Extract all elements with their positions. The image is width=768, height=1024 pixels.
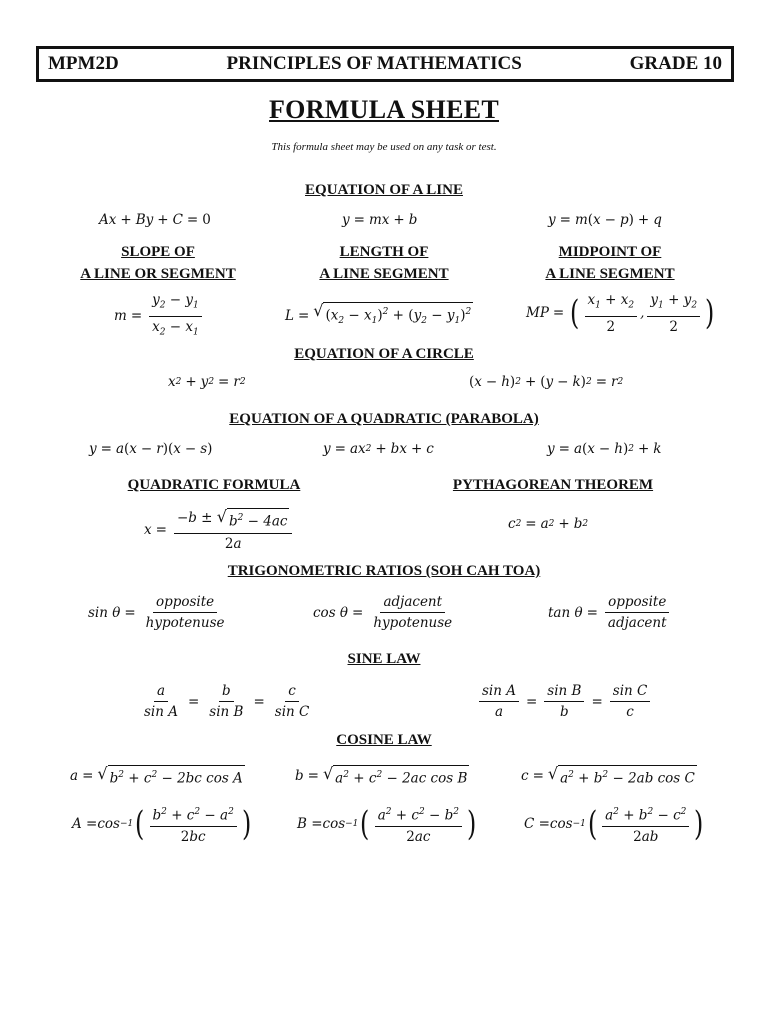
- formula-cosine-law-a: a = √ $b^2 + c^2 - 2bc$ cos A: [70, 764, 243, 787]
- formula-sine-law-sides: $\frac{a}{\text{sin A}}$ = $\frac{b}{\text{sin B}}$ = $\frac{c}{\text{sin C}}$: [144, 683, 310, 720]
- formula-quadratic-vertex: y = a ( x − h ) 2 + k: [547, 441, 662, 457]
- formula-sine-law-angles: $\frac{\text{sin A}}{a}$ = $\frac{\text{sin B}}{b}$ = $\frac{\text{sin C}}{c}$: [476, 683, 653, 720]
- formula-quadratic-factored: y = a ( x − r )( x − s ): [89, 441, 213, 457]
- course-name: PRINCIPLES OF MATHEMATICS: [226, 53, 522, 74]
- heading-sine-law: SINE LAW: [347, 651, 421, 667]
- word-adjacent: adjacent: [380, 594, 445, 613]
- formula-pythagorean: c 2 = a 2 + b 2: [508, 516, 589, 532]
- formula-circle-general: ( x − h ) 2 + ( y − k ) 2 = r 2: [469, 374, 624, 390]
- formula-cosine-law-angle-c: C =cos −1 ( $\frac{a^2 + b^2 - c^2}{2ab}$ ): [524, 804, 704, 845]
- word-hypotenuse: hypotenuse: [373, 615, 453, 631]
- formula-slope-intercept: y = mx + b: [342, 212, 418, 228]
- heading-equation-of-circle: EQUATION OF A CIRCLE: [294, 346, 474, 362]
- formula-point-slope: y = m ( x − p ) + q: [548, 212, 662, 228]
- grade-label: GRADE 10: [629, 53, 722, 74]
- page-title: FORMULA SHEET: [269, 95, 499, 124]
- header-box: [36, 46, 734, 82]
- formula-cosine-law-angle-a: A =cos −1 ( $\frac{b^2 + c^2 - a^2}{2bc}$ ): [72, 804, 252, 845]
- course-code: MPM2D: [48, 53, 119, 74]
- heading-quadratic-formula: QUADRATIC FORMULA: [127, 477, 301, 493]
- word-hypotenuse: hypotenuse: [145, 615, 225, 631]
- heading-cosine-law: COSINE LAW: [336, 732, 432, 748]
- formula-sine-ratio: sin θ = $\frac{\text{opposite}}{\text{hypotenuse}}$: [88, 594, 230, 631]
- word-opposite: opposite: [605, 594, 669, 613]
- heading-trig-ratios: TRIGONOMETRIC RATIOS (SOH CAH TOA): [227, 563, 541, 579]
- heading-midpoint-2: A LINE SEGMENT: [545, 266, 675, 282]
- formula-cosine-law-angle-b: B =cos −1 ( $\frac{a^2 + c^2 - b^2}{2ac}$ ): [297, 804, 477, 845]
- heading-slope-1: SLOPE OF: [121, 244, 195, 260]
- formula-cosine-law-b: b = √ $a^2 + c^2 - 2ac$ cos B: [295, 764, 468, 787]
- formula-cosine-ratio: cos θ = $\frac{\text{adjacent}}{\text{hypotenuse}}$: [313, 594, 458, 631]
- formula-midpoint: MP = ( $\frac{x_1 + x_2}{2}$ , $\frac{y_1 + y_2}{2}$ ): [526, 292, 715, 335]
- page-subtitle: This formula sheet may be used on any task or test.: [271, 141, 497, 153]
- heading-equation-of-quadratic: EQUATION OF A QUADRATIC (PARABOLA): [229, 411, 539, 427]
- formula-circle-origin: x 2 + y 2 = r 2: [168, 374, 246, 390]
- heading-length-2: A LINE SEGMENT: [319, 266, 449, 282]
- heading-pythagorean-theorem: PYTHAGOREAN THEOREM: [452, 477, 654, 493]
- formula-quadratic-roots: x = −b ± √ $b^2 - 4ac$ 2a: [144, 508, 295, 552]
- formula-cosine-law-c: c = √ $a^2 + b^2 - 2ab$ cos C: [521, 764, 695, 787]
- heading-equation-of-line: EQUATION OF A LINE: [305, 182, 463, 198]
- heading-midpoint-1: MIDPOINT OF: [558, 244, 662, 260]
- word-opposite: opposite: [153, 594, 217, 613]
- word-adjacent: adjacent: [607, 615, 667, 631]
- formula-length: L = √ $(x_2 - x_1)^2 + (y_2 - y_1)^2$: [285, 302, 473, 330]
- heading-slope-2: A LINE OR SEGMENT: [80, 266, 236, 282]
- formula-quadratic-standard: y = ax 2 + bx + c: [323, 441, 434, 457]
- heading-length-1: LENGTH OF: [339, 244, 429, 260]
- formula-tangent-ratio: tan θ = $\frac{\text{opposite}}{\text{adjacent}}$: [548, 594, 673, 631]
- formula-standard-form: Ax + By + C = 0: [99, 212, 211, 228]
- formula-slope: m = $\frac{y_2 - y_1}{x_2 - x_1}$: [114, 292, 205, 340]
